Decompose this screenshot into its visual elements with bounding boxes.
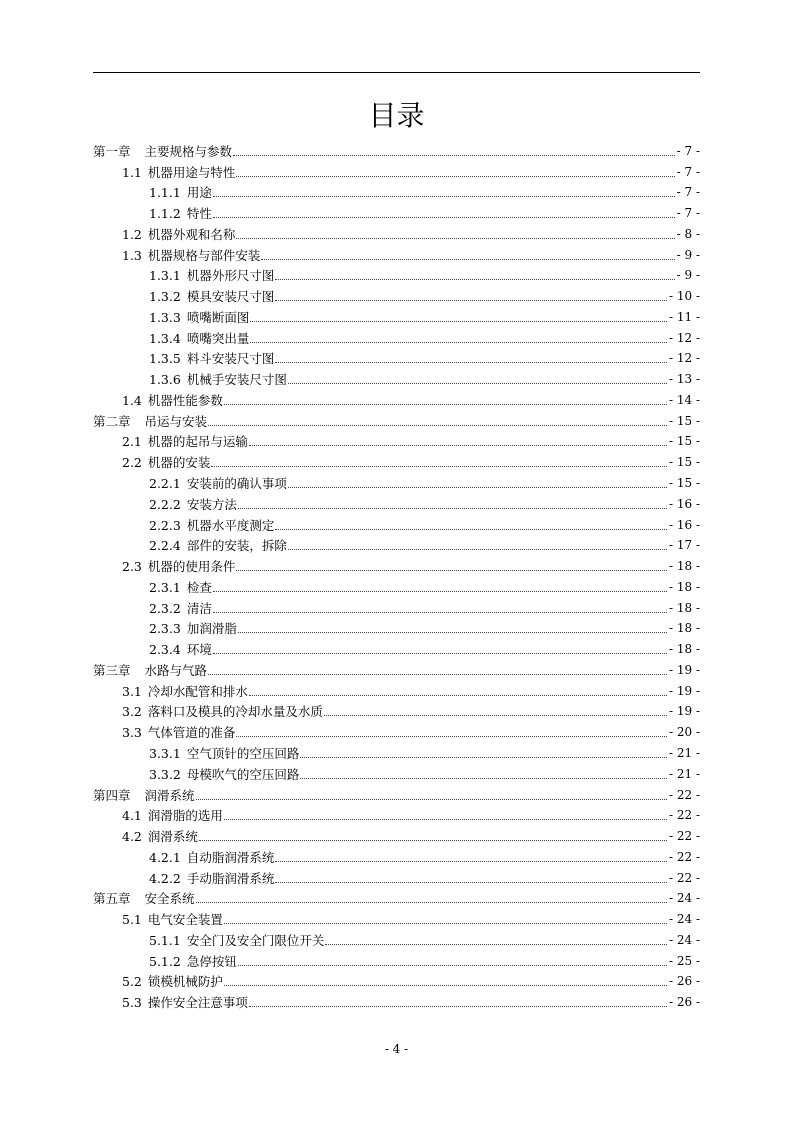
- toc-entry-label: [149, 601, 212, 616]
- toc-entry-label: [122, 725, 235, 740]
- toc-dot-leader: [213, 645, 667, 654]
- toc-entry[interactable]: [93, 159, 700, 180]
- toc-entry[interactable]: [93, 346, 700, 367]
- toc-entry-label: [149, 185, 212, 200]
- toc-entry-number: 2.2.2: [149, 496, 181, 512]
- toc-entry[interactable]: [93, 782, 700, 803]
- toc-dot-leader: [249, 687, 667, 696]
- toc-entry-label: [149, 518, 274, 533]
- toc-entry[interactable]: [93, 803, 700, 824]
- toc-entry[interactable]: [93, 387, 700, 408]
- toc-dot-leader: [275, 292, 667, 301]
- toc-dot-leader: [288, 541, 667, 550]
- toc-entry-page: - 24 -: [668, 891, 700, 906]
- toc-entry-title: 机器水平度测定: [186, 517, 275, 533]
- toc-dot-leader: [275, 853, 667, 862]
- toc-entry-number: 1.3.5: [149, 351, 181, 367]
- toc-entry[interactable]: [93, 512, 700, 533]
- toc-entry-title: 气体管道的准备: [147, 725, 236, 741]
- toc-entry-number: 5.3: [122, 995, 142, 1011]
- toc-entry-page: - 19 -: [668, 662, 700, 677]
- toc-entry[interactable]: [93, 491, 700, 512]
- toc-entry-title: 喷嘴断面图: [186, 309, 250, 325]
- toc-entry[interactable]: [93, 366, 700, 387]
- toc-entry[interactable]: [93, 719, 700, 740]
- toc-dot-leader: [275, 874, 667, 883]
- toc-entry-number: 1.3: [122, 247, 142, 263]
- toc-entry-number: 1.1: [122, 164, 142, 180]
- toc-entry-page: - 19 -: [668, 683, 700, 698]
- toc-entry-label: [149, 850, 274, 865]
- toc-entry-label: [149, 580, 212, 595]
- toc-entry-label: [122, 393, 223, 408]
- toc-entry-label: [149, 331, 249, 346]
- toc-entry[interactable]: [93, 553, 700, 574]
- toc-entry-title: 加润滑脂: [186, 621, 237, 637]
- toc-entry-number: 2.3.4: [149, 642, 181, 658]
- toc-entry-page: - 24 -: [668, 912, 700, 927]
- toc-entry-number: 1.2: [122, 226, 142, 242]
- toc-entry-number: 5.1.1: [149, 932, 181, 948]
- toc-entry-number: 3.3.2: [149, 766, 181, 782]
- toc-entry-page: - 8 -: [676, 226, 700, 241]
- toc-entry[interactable]: [93, 595, 700, 616]
- page-title: 目录: [368, 99, 425, 132]
- toc-dot-leader: [236, 230, 674, 239]
- toc-entry-title: 机器用途与特性: [147, 164, 236, 180]
- toc-entry[interactable]: [93, 823, 700, 844]
- toc-entry-title: 手动脂润滑系统: [186, 870, 275, 886]
- toc-entry-title: 冷却水配管和排水: [147, 683, 248, 699]
- toc-entry-title: 机器规格与部件安装: [147, 247, 261, 263]
- toc-entry[interactable]: [93, 657, 700, 678]
- toc-entry-label: [122, 165, 235, 180]
- toc-entry-number: 5.1.2: [149, 953, 181, 969]
- toc-entry-label: [122, 248, 260, 263]
- toc-entry[interactable]: [93, 927, 700, 948]
- toc-entry-number: 2.2.1: [149, 476, 181, 492]
- toc-entry[interactable]: [93, 948, 700, 969]
- toc-entry-page: - 21 -: [668, 766, 700, 781]
- toc-entry-number: 1.3.3: [149, 309, 181, 325]
- toc-entry-number: 第五章: [93, 891, 131, 907]
- toc-entry-label: [149, 206, 212, 221]
- toc-dot-leader: [213, 188, 675, 197]
- toc-entry-title: 安全门及安全门限位开关: [186, 932, 325, 948]
- toc-entry-title: 机器的起吊与运输: [147, 434, 248, 450]
- toc-entry-number: 1.1.1: [149, 185, 181, 201]
- toc-entry-page: - 18 -: [668, 642, 700, 657]
- toc-entry[interactable]: [93, 906, 700, 927]
- toc-entry-number: 5.2: [122, 974, 142, 990]
- toc-dot-leader: [196, 894, 667, 903]
- toc-entry-label: [149, 497, 237, 512]
- toc-entry[interactable]: [93, 740, 700, 761]
- toc-entry-page: - 18 -: [668, 600, 700, 615]
- toc-entry-page: - 10 -: [668, 289, 700, 304]
- toc-dot-leader: [238, 500, 667, 509]
- toc-entry-title: 安装方法: [186, 496, 237, 512]
- toc-entry-number: 4.1: [122, 808, 142, 824]
- toc-entry-label: [122, 227, 235, 242]
- toc-dot-leader: [275, 271, 674, 280]
- toc-dot-leader: [208, 417, 667, 426]
- toc-entry-number: 3.2: [122, 704, 142, 720]
- page-number: - 4 -: [384, 1042, 409, 1056]
- toc-entry-page: - 16 -: [668, 517, 700, 532]
- toc-entry-title: 特性: [186, 206, 212, 222]
- toc-entry-title: 水路与气路: [144, 662, 208, 678]
- toc-entry[interactable]: [93, 429, 700, 450]
- toc-entry-number: 3.3: [122, 725, 142, 741]
- toc-dot-leader: [224, 396, 667, 405]
- toc-entry-number: 第一章: [93, 143, 131, 159]
- toc-entry-title: 机械手安装尺寸图: [186, 372, 287, 388]
- toc-dot-leader: [213, 209, 675, 218]
- toc-entry-title: 操作安全注意事项: [147, 995, 248, 1011]
- toc-entry-number: 4.2.2: [149, 870, 181, 886]
- toc-dot-leader: [300, 749, 667, 758]
- toc-entry[interactable]: [93, 865, 700, 886]
- toc-entry-number: 2.2.4: [149, 538, 181, 554]
- table-of-contents: [93, 138, 700, 1010]
- toc-entry-page: - 15 -: [668, 455, 700, 470]
- toc-entry[interactable]: [93, 449, 700, 470]
- toc-entry-page: - 25 -: [668, 953, 700, 968]
- toc-dot-leader: [238, 957, 667, 966]
- toc-dot-leader: [288, 375, 667, 384]
- toc-dot-leader: [199, 832, 667, 841]
- toc-entry-label: [149, 372, 287, 387]
- toc-entry-label: [149, 767, 299, 782]
- header-rule: [93, 72, 700, 73]
- toc-entry-number: 2.3.2: [149, 600, 181, 616]
- toc-dot-leader: [249, 437, 667, 446]
- toc-entry-page: - 9 -: [676, 268, 700, 283]
- toc-dot-leader: [261, 251, 674, 260]
- toc-entry-label: [149, 933, 324, 948]
- toc-entry-label: [122, 912, 223, 927]
- toc-entry-title: 料斗安装尺寸图: [186, 351, 275, 367]
- toc-entry-label: [93, 788, 195, 803]
- toc-dot-leader: [324, 707, 667, 716]
- toc-entry-number: 1.3.4: [149, 330, 181, 346]
- toc-entry-title: 机器的使用条件: [147, 559, 236, 575]
- toc-entry-title: 环境: [186, 642, 212, 658]
- toc-entry-title: 落料口及模具的冷却水量及水质: [147, 704, 323, 720]
- toc-dot-leader: [250, 334, 667, 343]
- toc-entry-label: [149, 642, 212, 657]
- toc-entry-page: - 22 -: [668, 829, 700, 844]
- toc-entry-label: [149, 289, 274, 304]
- toc-entry-title: 空气顶针的空压回路: [186, 745, 300, 761]
- toc-entry[interactable]: [93, 470, 700, 491]
- toc-dot-leader: [196, 791, 667, 800]
- toc-entry-page: - 22 -: [668, 849, 700, 864]
- toc-entry-label: [122, 808, 223, 823]
- toc-entry-number: 2.3.1: [149, 579, 181, 595]
- toc-entry-number: 1.4: [122, 392, 142, 408]
- toc-entry-label: [93, 144, 232, 159]
- toc-entry[interactable]: [93, 574, 700, 595]
- toc-dot-leader: [325, 936, 667, 945]
- toc-entry[interactable]: [93, 304, 700, 325]
- toc-dot-leader: [275, 521, 667, 530]
- toc-entry[interactable]: [93, 242, 700, 263]
- toc-dot-leader: [236, 728, 667, 737]
- toc-dot-leader: [249, 998, 667, 1007]
- toc-entry-label: [149, 621, 237, 636]
- toc-entry[interactable]: [93, 636, 700, 657]
- toc-entry[interactable]: [93, 886, 700, 907]
- toc-entry-page: - 7 -: [676, 206, 700, 221]
- toc-entry-page: - 22 -: [668, 787, 700, 802]
- toc-entry-label: [149, 871, 274, 886]
- toc-dot-leader: [208, 666, 667, 675]
- toc-entry-title: 吊运与安装: [144, 413, 208, 429]
- toc-entry-page: - 13 -: [668, 372, 700, 387]
- toc-entry-label: [149, 351, 274, 366]
- toc-entry-label: [93, 414, 207, 429]
- toc-dot-leader: [250, 313, 667, 322]
- toc-entry-page: - 9 -: [676, 247, 700, 262]
- toc-entry-page: - 26 -: [668, 995, 700, 1010]
- toc-entry-label: [149, 476, 287, 491]
- toc-entry[interactable]: [93, 969, 700, 990]
- toc-entry-number: 1.1.2: [149, 206, 181, 222]
- toc-entry-label: [122, 995, 248, 1010]
- toc-entry-title: 安全系统: [144, 891, 195, 907]
- toc-entry-page: - 15 -: [668, 413, 700, 428]
- toc-entry[interactable]: [93, 263, 700, 284]
- toc-entry-label: [93, 663, 207, 678]
- toc-entry[interactable]: [93, 200, 700, 221]
- toc-entry-page: - 18 -: [668, 579, 700, 594]
- toc-entry-page: - 26 -: [668, 974, 700, 989]
- toc-entry-number: 第三章: [93, 662, 131, 678]
- toc-dot-leader: [224, 977, 667, 986]
- toc-entry[interactable]: [93, 533, 700, 554]
- toc-entry-number: 1.3.1: [149, 268, 181, 284]
- toc-entry-number: 第二章: [93, 413, 131, 429]
- toc-entry-title: 清洁: [186, 600, 212, 616]
- toc-dot-leader: [224, 811, 667, 820]
- toc-entry[interactable]: [93, 325, 700, 346]
- toc-dot-leader: [275, 354, 667, 363]
- toc-entry-label: [122, 829, 198, 844]
- toc-entry-title: 母模吹气的空压回路: [186, 766, 300, 782]
- toc-dot-leader: [224, 915, 667, 924]
- toc-entry-number: 1.3.6: [149, 372, 181, 388]
- toc-entry-title: 机器外形尺寸图: [186, 268, 275, 284]
- toc-entry-label: [93, 891, 195, 906]
- toc-entry[interactable]: [93, 699, 700, 720]
- toc-entry-page: - 12 -: [668, 330, 700, 345]
- toc-entry-title: 机器外观和名称: [147, 226, 236, 242]
- toc-entry-page: - 16 -: [668, 496, 700, 511]
- toc-entry-label: [122, 684, 248, 699]
- toc-entry-title: 部件的安装，拆除: [186, 538, 287, 554]
- toc-dot-leader: [213, 604, 667, 613]
- toc-dot-leader: [236, 562, 667, 571]
- toc-entry-number: 1.3.2: [149, 289, 181, 305]
- toc-dot-leader: [211, 458, 667, 467]
- toc-dot-leader: [233, 147, 675, 156]
- toc-entry-number: 2.1: [122, 434, 142, 450]
- toc-entry-label: [149, 538, 287, 553]
- toc-entry-title: 用途: [186, 185, 212, 201]
- toc-entry-number: 2.3.3: [149, 621, 181, 637]
- toc-entry-title: 检查: [186, 579, 212, 595]
- toc-entry-title: 主要规格与参数: [144, 143, 233, 159]
- toc-entry[interactable]: [93, 138, 700, 159]
- toc-entry-label: [149, 746, 299, 761]
- toc-entry[interactable]: [93, 221, 700, 242]
- toc-dot-leader: [213, 583, 667, 592]
- toc-entry[interactable]: [93, 616, 700, 637]
- toc-entry-page: - 15 -: [668, 476, 700, 491]
- toc-entry-page: - 12 -: [668, 351, 700, 366]
- toc-entry[interactable]: [93, 844, 700, 865]
- toc-entry-page: - 18 -: [668, 559, 700, 574]
- toc-entry-number: 第四章: [93, 787, 131, 803]
- toc-entry-label: [122, 559, 235, 574]
- toc-entry-label: [122, 704, 323, 719]
- toc-entry-title: 模具安装尺寸图: [186, 289, 275, 305]
- toc-dot-leader: [300, 770, 667, 779]
- toc-entry-title: 喷嘴突出量: [186, 330, 250, 346]
- toc-entry[interactable]: [93, 408, 700, 429]
- toc-entry-title: 润滑系统: [147, 829, 198, 845]
- toc-entry-page: - 7 -: [676, 164, 700, 179]
- toc-entry-label: [122, 434, 248, 449]
- toc-entry-page: - 21 -: [668, 745, 700, 760]
- toc-entry-label: [149, 310, 249, 325]
- toc-entry-page: - 7 -: [676, 185, 700, 200]
- toc-entry-page: - 14 -: [668, 392, 700, 407]
- toc-entry-page: - 17 -: [668, 538, 700, 553]
- toc-dot-leader: [238, 624, 667, 633]
- toc-entry-number: 4.2.1: [149, 849, 181, 865]
- toc-entry-number: 3.3.1: [149, 745, 181, 761]
- toc-dot-leader: [236, 168, 674, 177]
- toc-entry-title: 急停按钮: [186, 953, 237, 969]
- toc-entry-page: - 7 -: [676, 143, 700, 158]
- toc-entry-page: - 20 -: [668, 725, 700, 740]
- toc-entry-number: 2.2.3: [149, 517, 181, 533]
- toc-entry[interactable]: [93, 678, 700, 699]
- toc-entry-number: 2.2: [122, 455, 142, 471]
- toc-entry-number: 5.1: [122, 912, 142, 928]
- toc-entry-label: [122, 455, 210, 470]
- toc-entry-page: - 22 -: [668, 808, 700, 823]
- toc-entry-title: 机器性能参数: [147, 392, 223, 408]
- toc-entry-title: 电气安全装置: [147, 912, 223, 928]
- toc-entry-page: - 18 -: [668, 621, 700, 636]
- toc-entry-title: 自动脂润滑系统: [186, 849, 275, 865]
- toc-entry-title: 润滑脂的选用: [147, 808, 223, 824]
- toc-entry-page: - 11 -: [668, 309, 700, 324]
- toc-entry-title: 安装前的确认事项: [186, 476, 287, 492]
- toc-entry-number: 4.2: [122, 829, 142, 845]
- toc-entry-label: [122, 974, 223, 989]
- toc-entry-label: [149, 954, 237, 969]
- toc-entry[interactable]: [93, 761, 700, 782]
- toc-entry-number: 3.1: [122, 683, 142, 699]
- toc-entry-page: - 15 -: [668, 434, 700, 449]
- toc-entry[interactable]: [93, 989, 700, 1010]
- toc-entry-label: [149, 268, 274, 283]
- toc-entry[interactable]: [93, 180, 700, 201]
- toc-entry-title: 润滑系统: [144, 787, 195, 803]
- toc-entry-page: - 19 -: [668, 704, 700, 719]
- toc-dot-leader: [288, 479, 667, 488]
- toc-entry-page: - 24 -: [668, 932, 700, 947]
- toc-entry-title: 机器的安装: [147, 455, 211, 471]
- toc-entry-title: 锁模机械防护: [147, 974, 223, 990]
- toc-entry[interactable]: [93, 283, 700, 304]
- toc-entry-number: 2.3: [122, 559, 142, 575]
- toc-entry-page: - 22 -: [668, 870, 700, 885]
